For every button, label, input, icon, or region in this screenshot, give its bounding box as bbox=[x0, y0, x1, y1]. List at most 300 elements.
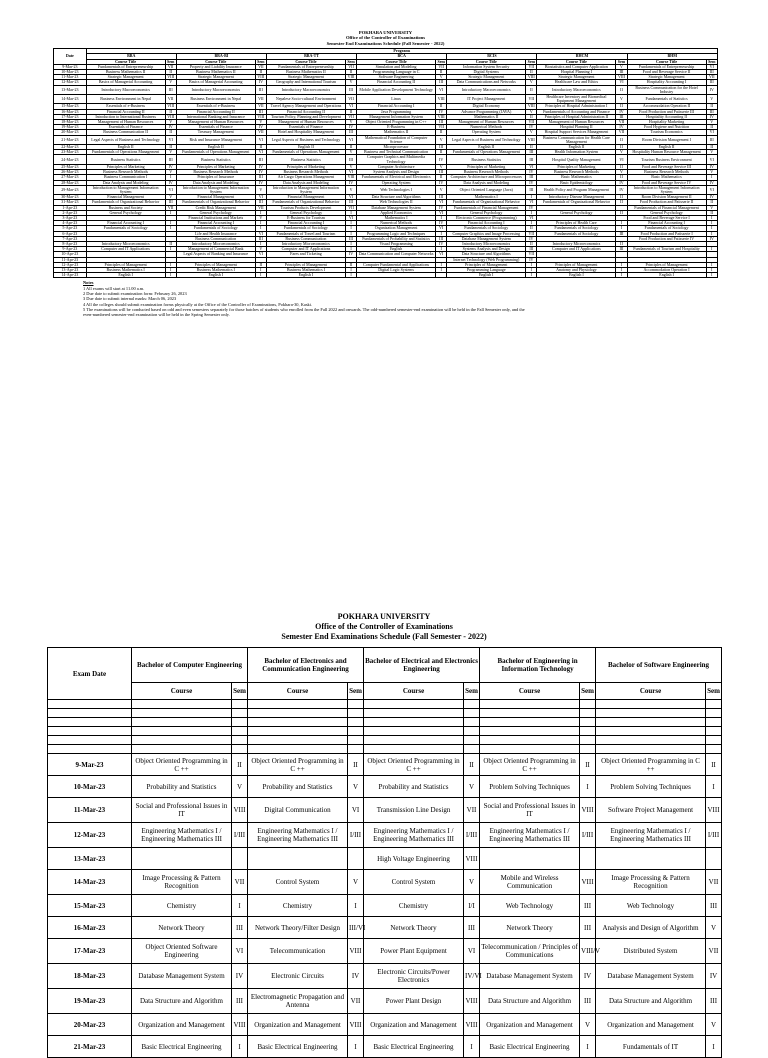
course-title: Data Communication and Computer Networks bbox=[357, 252, 436, 257]
semester: IV bbox=[436, 221, 447, 226]
blank-cell bbox=[364, 736, 464, 745]
blank-cell bbox=[132, 709, 232, 718]
blank-cell bbox=[596, 709, 706, 718]
semester: III bbox=[255, 85, 266, 94]
semester: I bbox=[526, 267, 537, 272]
semester: II bbox=[255, 262, 266, 267]
course-title: Treasury Management bbox=[176, 130, 255, 135]
course-title: Anatomy and Physiology bbox=[537, 267, 616, 272]
blank-cell bbox=[464, 727, 480, 736]
semester: IV bbox=[165, 125, 176, 130]
semester: I bbox=[706, 221, 718, 226]
course-title: Business Research Methods bbox=[266, 170, 345, 175]
course-title: Business and Society bbox=[86, 205, 165, 210]
course-title: Introduction to International Business bbox=[86, 114, 165, 119]
course-title: Fundamentals of Travel and Tourism bbox=[266, 231, 345, 236]
semester: VII bbox=[706, 870, 722, 895]
semester: VII bbox=[345, 205, 356, 210]
schedule-row bbox=[54, 273, 718, 278]
schedule-row bbox=[48, 939, 722, 964]
blank-row bbox=[48, 709, 722, 718]
course-title: Object Oriented Programming in C ++ bbox=[596, 754, 706, 776]
course-title: Fundamentals of Organizational Behavior bbox=[537, 200, 616, 205]
semester: IV bbox=[436, 180, 447, 185]
course-title: Mobile Application Development Technology bbox=[357, 85, 436, 94]
semester: III bbox=[706, 135, 718, 144]
course-header: Course bbox=[248, 683, 348, 700]
course-title: Essentials of Finance bbox=[266, 125, 345, 130]
course-title: Telecommunication / Principles of Communications bbox=[480, 939, 580, 964]
semester: IV bbox=[345, 125, 356, 130]
semester: VII bbox=[345, 95, 356, 104]
course-title: Business Communication for the Hotel Industry bbox=[627, 85, 706, 94]
course-title: Fundamentals of Operations Management bbox=[447, 150, 526, 155]
semester: II bbox=[165, 130, 176, 135]
semester: II bbox=[580, 754, 596, 776]
semester: III bbox=[165, 200, 176, 205]
semester: III bbox=[255, 175, 266, 180]
course-title: Strategic Management bbox=[176, 75, 255, 80]
course-title: Mobile and Wireless Communication bbox=[480, 870, 580, 895]
exam-date: 17-Mar-23 bbox=[54, 114, 87, 119]
semester: I bbox=[255, 267, 266, 272]
course-title: Computer and IT Applications bbox=[537, 247, 616, 252]
course-title: Fundamentals of Sociology bbox=[537, 231, 616, 236]
semester: II bbox=[345, 262, 356, 267]
course-title: Engineering Mathematics I / Engineering Mathematics III bbox=[364, 823, 464, 848]
blank-cell bbox=[232, 709, 248, 718]
schedule-row bbox=[48, 1014, 722, 1036]
semester: IV bbox=[706, 85, 718, 94]
exam-date: 5-Apr-23 bbox=[54, 226, 87, 231]
blank-cell bbox=[348, 718, 364, 727]
blank-row bbox=[48, 718, 722, 727]
course-title: Financial Accounting II bbox=[357, 80, 436, 85]
course-title: Database Management System bbox=[132, 964, 232, 989]
course-title: Analysis and Design of Algorithm bbox=[596, 917, 706, 939]
course-title: Business Mathematics I bbox=[86, 267, 165, 272]
blank-cell bbox=[364, 709, 464, 718]
semester: VII bbox=[526, 64, 537, 69]
course-title: Computer and IT Applications bbox=[86, 247, 165, 252]
blank-cell bbox=[232, 718, 248, 727]
semester: V bbox=[616, 170, 627, 175]
course-title: Programming Language in C bbox=[357, 70, 436, 75]
course-title: Principles of Management bbox=[266, 262, 345, 267]
course-header: Course bbox=[132, 683, 232, 700]
semester: IV bbox=[526, 257, 537, 262]
course-title: Engineering Mathematics I / Engineering Mathematics III bbox=[132, 823, 232, 848]
exam-date: 11-Apr-23 bbox=[54, 257, 87, 262]
semester: I bbox=[436, 231, 447, 236]
semester: VII bbox=[616, 120, 627, 125]
blank-cell bbox=[348, 745, 364, 754]
course-title: Business Communication II bbox=[86, 130, 165, 135]
semester: V bbox=[436, 75, 447, 80]
course-title: Data Structure and Algorithm bbox=[132, 989, 232, 1014]
course-title: Tourism Policy, Planning and Development bbox=[266, 114, 345, 119]
course-title: English II bbox=[537, 145, 616, 150]
course-title: Computer Graphics and Image Processing bbox=[447, 231, 526, 236]
column-header-row bbox=[48, 683, 722, 700]
semester: VII bbox=[616, 130, 627, 135]
course-title: Introductory Microeconomics bbox=[176, 241, 255, 246]
course-title: Fundamentals of Operations Management bbox=[266, 150, 345, 155]
blank-row bbox=[48, 700, 722, 709]
semester: IV bbox=[255, 125, 266, 130]
exam-date: 10-Apr-23 bbox=[54, 252, 87, 257]
course-title: Organization and Management bbox=[248, 1014, 348, 1036]
course-title: Tourism Products Development bbox=[266, 205, 345, 210]
course-title: Strategic Management bbox=[447, 75, 526, 80]
exam-date: 21-Mar-23 bbox=[54, 135, 87, 144]
course-title: Business Environment in Nepal bbox=[86, 95, 165, 104]
blank-cell bbox=[132, 700, 232, 709]
semester: III bbox=[464, 917, 480, 939]
course-title: Management of Human Resources bbox=[266, 120, 345, 125]
exam-date: 3-Apr-23 bbox=[54, 215, 87, 220]
semester: V bbox=[706, 205, 718, 210]
semester: V bbox=[165, 150, 176, 155]
course-title: Food Production and Patisserie IV bbox=[627, 236, 706, 241]
blank-cell bbox=[48, 736, 132, 745]
course-title: English bbox=[357, 247, 436, 252]
semester: III bbox=[255, 236, 266, 241]
semester: V bbox=[706, 95, 718, 104]
course-title: Fundamentals of Electrical and Electronics bbox=[357, 175, 436, 180]
course-title: Business Research Methods bbox=[86, 170, 165, 175]
semester: I bbox=[616, 262, 627, 267]
exam-date: 27-Mar-23 bbox=[54, 175, 87, 180]
exam-date: 11-Mar-23 bbox=[54, 75, 87, 80]
course-title: Financial Institutions and Markets bbox=[176, 215, 255, 220]
course-title: Computer Fundamental and Applications bbox=[357, 262, 436, 267]
semester: I bbox=[526, 210, 537, 215]
semester: VI bbox=[436, 226, 447, 231]
semester: IV bbox=[436, 109, 447, 114]
course-title: Fundamentals of Sociology bbox=[447, 226, 526, 231]
course-title: E-Business bbox=[357, 125, 436, 130]
course-title bbox=[248, 848, 348, 870]
semester: I bbox=[348, 1036, 364, 1058]
program-name: Bachelor of Engineering in Information Technology bbox=[480, 648, 596, 683]
exam-date: 13-Apr-23 bbox=[54, 267, 87, 272]
course-title: Data Communications and Networks bbox=[447, 80, 526, 85]
semester: VII bbox=[165, 205, 176, 210]
blank-cell bbox=[48, 727, 132, 736]
semester: VIII bbox=[232, 798, 248, 823]
course-title-header: Course Title bbox=[627, 59, 706, 64]
course-title: Financial Accounting I bbox=[176, 221, 255, 226]
program-name: BCA bbox=[357, 54, 447, 59]
semester: I bbox=[345, 247, 356, 252]
course-title: Database Management System bbox=[357, 205, 436, 210]
course-title: Principles of Management bbox=[537, 262, 616, 267]
exam-date: 1-Apr-23 bbox=[54, 205, 87, 210]
course-title: Fundamentals of Sociology bbox=[266, 226, 345, 231]
course-title: Introductory Macroeconomics bbox=[86, 85, 165, 94]
semester: VII bbox=[706, 75, 718, 80]
course-title: Biostatistics and Computer Application bbox=[537, 64, 616, 69]
exam-date: 18-Mar-23 bbox=[54, 120, 87, 125]
course-title: Health Policy and Program Management bbox=[537, 185, 616, 194]
semester: II bbox=[436, 130, 447, 135]
exam-date: 12-Apr-23 bbox=[54, 262, 87, 267]
exam-date: 12-Mar-23 bbox=[54, 80, 87, 85]
course-title: Room Division Management I bbox=[627, 135, 706, 144]
exam-date: 8-Apr-23 bbox=[54, 241, 87, 246]
semester: III bbox=[526, 155, 537, 164]
exam-date: 15-Mar-23 bbox=[54, 104, 87, 109]
course-title: Introductory Microeconomics bbox=[86, 241, 165, 246]
blank-cell bbox=[706, 700, 722, 709]
course-title: Life and Health Insurance bbox=[176, 231, 255, 236]
course-title: Network Theory bbox=[480, 917, 580, 939]
semester: I bbox=[706, 175, 718, 180]
course-title: English I bbox=[266, 273, 345, 278]
course-title: IT Project Management bbox=[447, 95, 526, 104]
notes-section bbox=[53, 280, 718, 317]
semester: III bbox=[706, 109, 718, 114]
semester: IV bbox=[165, 180, 176, 185]
semester: VI bbox=[616, 80, 627, 85]
semester: VIII bbox=[348, 939, 364, 964]
semester: I bbox=[436, 262, 447, 267]
semester: I bbox=[165, 210, 176, 215]
semester: VIII bbox=[345, 75, 356, 80]
semester: V bbox=[706, 1014, 722, 1036]
course-title: Fundamentals of Entrepreneurship bbox=[266, 64, 345, 69]
semester: I bbox=[165, 175, 176, 180]
schedule-row bbox=[54, 85, 718, 94]
semester: III bbox=[616, 247, 627, 252]
semester: VII bbox=[436, 125, 447, 130]
blank-cell bbox=[48, 745, 132, 754]
course-title: Essentials of Finance bbox=[86, 125, 165, 130]
course-title: Programming Logic and Techniques bbox=[357, 231, 436, 236]
semester: I bbox=[436, 215, 447, 220]
blank-cell bbox=[132, 736, 232, 745]
course-title: Business Statistics bbox=[86, 155, 165, 164]
semester: VI bbox=[255, 135, 266, 144]
course-title: Hospital Planning I bbox=[537, 70, 616, 75]
exam-date: 28-Mar-23 bbox=[54, 180, 87, 185]
course-title: Electronic Circuits bbox=[248, 964, 348, 989]
semester: VI bbox=[345, 104, 356, 109]
blank-cell bbox=[348, 736, 364, 745]
semester: III bbox=[706, 895, 722, 917]
course-title: Mathematics I bbox=[357, 215, 436, 220]
course-title: Financial Accounting I bbox=[357, 104, 436, 109]
semester: II bbox=[526, 85, 537, 94]
semester: II bbox=[616, 175, 627, 180]
exam-date: 20-Mar-23 bbox=[48, 1014, 132, 1036]
course-title: Power Plant Equipment bbox=[364, 939, 464, 964]
semester: IV bbox=[706, 236, 718, 241]
course-title: Principles of Marketing bbox=[537, 164, 616, 169]
course-title: Social and Professional Issues in IT bbox=[480, 798, 580, 823]
course-title: General Psychology bbox=[627, 210, 706, 215]
sem-header: Sem bbox=[527, 58, 535, 64]
semester: IV bbox=[165, 164, 176, 169]
course-title bbox=[596, 848, 706, 870]
sem-header: Sem bbox=[706, 683, 722, 700]
course-title: Business Statistics bbox=[176, 155, 255, 164]
note-item: 4 All the colleges should submit examination forms physically at the Office of the Controller of Examinations, Pokhara-30, Kaski. bbox=[83, 301, 313, 307]
program-name: BBA-TT bbox=[266, 54, 356, 59]
course-title: Principles of Hospital Administration II bbox=[537, 114, 616, 119]
course-title: Principles of Marketing bbox=[447, 164, 526, 169]
semester: VII bbox=[526, 231, 537, 236]
course-title: Chemistry bbox=[132, 895, 232, 917]
semester: V bbox=[348, 870, 364, 895]
course-title: Food Production and Patisserie I bbox=[627, 231, 706, 236]
semester: VI bbox=[255, 231, 266, 236]
course-title: English I bbox=[627, 273, 706, 278]
semester: VI bbox=[436, 85, 447, 94]
course-title: Information System Security bbox=[447, 64, 526, 69]
course-title: Visual Programming bbox=[357, 241, 436, 246]
schedule-row bbox=[48, 964, 722, 989]
course-title: Computer and IT Applications bbox=[266, 247, 345, 252]
course-title: Fundamentals of Probability and Statistics bbox=[357, 236, 436, 241]
semester: VIII/V bbox=[580, 939, 596, 964]
blank-cell bbox=[348, 727, 364, 736]
semester: I bbox=[464, 1036, 480, 1058]
semester: III bbox=[255, 109, 266, 114]
semester: V bbox=[464, 870, 480, 895]
semester: V bbox=[580, 1014, 596, 1036]
semester: IV bbox=[436, 241, 447, 246]
semester: I bbox=[616, 267, 627, 272]
course-title: English II bbox=[627, 145, 706, 150]
semester: II bbox=[526, 226, 537, 231]
course-title bbox=[480, 848, 580, 870]
semester: VIII bbox=[348, 1014, 364, 1036]
course-title: Strategic Management bbox=[627, 75, 706, 80]
semester: VI bbox=[526, 215, 537, 220]
course-title: Mathematics II bbox=[357, 130, 436, 135]
course-title: Fundamentals of Entrepreneurship bbox=[627, 64, 706, 69]
blank-cell bbox=[132, 745, 232, 754]
semester: V bbox=[706, 917, 722, 939]
semester: V bbox=[348, 776, 364, 798]
course-title: Software Engineering bbox=[357, 75, 436, 80]
semester: VIII bbox=[436, 95, 447, 104]
semester: I bbox=[580, 1036, 596, 1058]
course-title: Fundamentals of Organizational Behavior bbox=[447, 200, 526, 205]
exam-date: 31-Mar-23 bbox=[54, 200, 87, 205]
semester: I bbox=[165, 247, 176, 252]
course-title: Nepalese Socio-cultural Environment bbox=[266, 95, 345, 104]
exam-date: 7-Apr-23 bbox=[54, 236, 87, 241]
course-title: Hospitality Human Resource Management bbox=[627, 150, 706, 155]
semester: III bbox=[580, 989, 596, 1014]
course-title: Food and Beverage Service IV bbox=[627, 180, 706, 185]
semester: V bbox=[706, 120, 718, 125]
course-title: Java Programming bbox=[357, 109, 436, 114]
semester: VIII bbox=[526, 135, 537, 144]
semester: V bbox=[165, 195, 176, 200]
semester bbox=[706, 848, 722, 870]
program-names-row bbox=[48, 648, 722, 683]
semester: II bbox=[706, 754, 722, 776]
course-header: Course bbox=[596, 683, 706, 700]
program-name: Bachelor of Electrical and Electronics Engineering bbox=[364, 648, 480, 683]
sem-header: Sem bbox=[167, 58, 175, 64]
course-title: Management of Commercial Bank bbox=[176, 247, 255, 252]
course-title: Principles of Management bbox=[86, 262, 165, 267]
semester: IV bbox=[706, 114, 718, 119]
course-title: Computer Architecture and Microprocessors bbox=[447, 175, 526, 180]
semester: II bbox=[616, 210, 627, 215]
schedule-row bbox=[48, 895, 722, 917]
semester: I bbox=[345, 241, 356, 246]
semester: I/III bbox=[706, 823, 722, 848]
course-title: Essentials of Finance bbox=[176, 125, 255, 130]
course-title: Property and Liability Insurance bbox=[176, 64, 255, 69]
course-title: Web Technology bbox=[596, 895, 706, 917]
course-title-header: Course Title bbox=[266, 59, 345, 64]
exam-date: 10-Mar-23 bbox=[48, 776, 132, 798]
semester: VIII bbox=[165, 104, 176, 109]
semester: II bbox=[165, 145, 176, 150]
semester: VII bbox=[526, 252, 537, 257]
course-title: Hospitality Accounting II bbox=[627, 114, 706, 119]
exam-date: 18-Mar-23 bbox=[48, 964, 132, 989]
semester: IV bbox=[255, 80, 266, 85]
semester: IV bbox=[255, 180, 266, 185]
blank-cell bbox=[596, 700, 706, 709]
schedule-row bbox=[48, 1036, 722, 1058]
semester: VI bbox=[706, 185, 718, 194]
blank-cell bbox=[348, 700, 364, 709]
semester: III bbox=[345, 155, 356, 164]
course-title: Internet Technology (Web Programming) bbox=[447, 257, 526, 262]
course-title: Accommodation Operation II bbox=[627, 104, 706, 109]
semester: II bbox=[706, 125, 718, 130]
course-title: Object Oriented Programming in C ++ bbox=[364, 754, 464, 776]
course-title: English I bbox=[176, 273, 255, 278]
semester: III bbox=[436, 80, 447, 85]
course-title: Tourism Economics bbox=[627, 130, 706, 135]
semester: VII bbox=[436, 64, 447, 69]
semester: VI bbox=[706, 130, 718, 135]
course-title: Fundamentals of Organizational Behavior bbox=[266, 200, 345, 205]
blank-cell bbox=[464, 700, 480, 709]
semester: III bbox=[436, 145, 447, 150]
semester: I bbox=[255, 241, 266, 246]
course-title: Database Management System bbox=[596, 964, 706, 989]
semester: I bbox=[706, 273, 718, 278]
sem-header: Sem bbox=[257, 58, 265, 64]
course-title: Object Oriented Programming in C ++ bbox=[480, 754, 580, 776]
semester: V bbox=[526, 80, 537, 85]
course-title: Food and Beverage Service III bbox=[627, 164, 706, 169]
semester: VI bbox=[706, 155, 718, 164]
semester: II bbox=[706, 145, 718, 150]
course-title: Probability and Statistics bbox=[132, 776, 232, 798]
course-title: Data Analysis and Modeling bbox=[86, 180, 165, 185]
semester: I/III bbox=[580, 823, 596, 848]
course-title: Fundamentals of Organizational Behavior bbox=[86, 200, 165, 205]
exam-date: 14-Mar-23 bbox=[54, 95, 87, 104]
course-title: Principles of Insurance bbox=[176, 175, 255, 180]
semester: V bbox=[165, 170, 176, 175]
course-title: Legal Aspects of Business and Technology bbox=[266, 135, 345, 144]
semester: I bbox=[526, 195, 537, 200]
semester: V bbox=[255, 185, 266, 194]
